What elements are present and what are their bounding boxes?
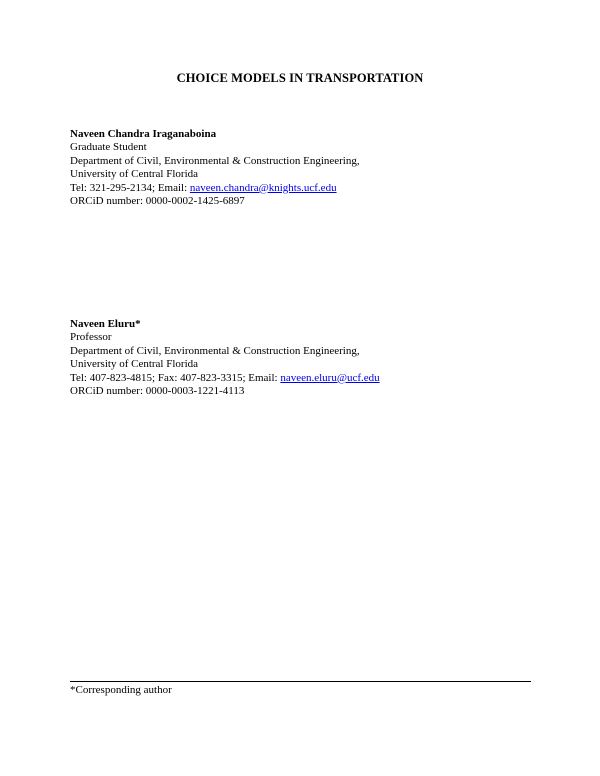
author-contact	[70, 182, 360, 195]
author-block-2	[70, 318, 380, 398]
author-name: Naveen Chandra Iraganaboina	[70, 128, 217, 140]
author-position: Graduate Student	[70, 141, 147, 154]
author-contact-prefix: Tel: 407-823-4815; Fax: 407-823-3315; Email:	[70, 371, 281, 384]
author-university: University of Central Florida	[70, 168, 199, 181]
author-position: Professor	[70, 331, 112, 344]
paper-title: CHOICE MODELS IN TRANSPORTATION	[176, 71, 424, 85]
footnote-corresponding-author: *Corresponding author	[70, 684, 172, 696]
author-department: Department of Civil, Environmental & Construction Engineering,	[70, 154, 360, 167]
author-block-1	[70, 128, 360, 208]
author-email-link[interactable]: naveen.eluru@ucf.edu	[280, 371, 380, 384]
footnote-divider	[70, 681, 531, 682]
author-email-link[interactable]: naveen.chandra@knights.ucf.edu	[189, 181, 337, 194]
author-name: Naveen Eluru*	[70, 318, 141, 330]
author-orcid: ORCiD number: 0000-0003-1221-4113	[70, 385, 245, 398]
author-contact-prefix: Tel: 321-295-2134; Email:	[70, 181, 190, 194]
author-contact	[70, 372, 380, 385]
author-university: University of Central Florida	[70, 358, 199, 371]
author-orcid: ORCiD number: 0000-0002-1425-6897	[70, 195, 245, 208]
author-department: Department of Civil, Environmental & Construction Engineering,	[70, 344, 360, 357]
